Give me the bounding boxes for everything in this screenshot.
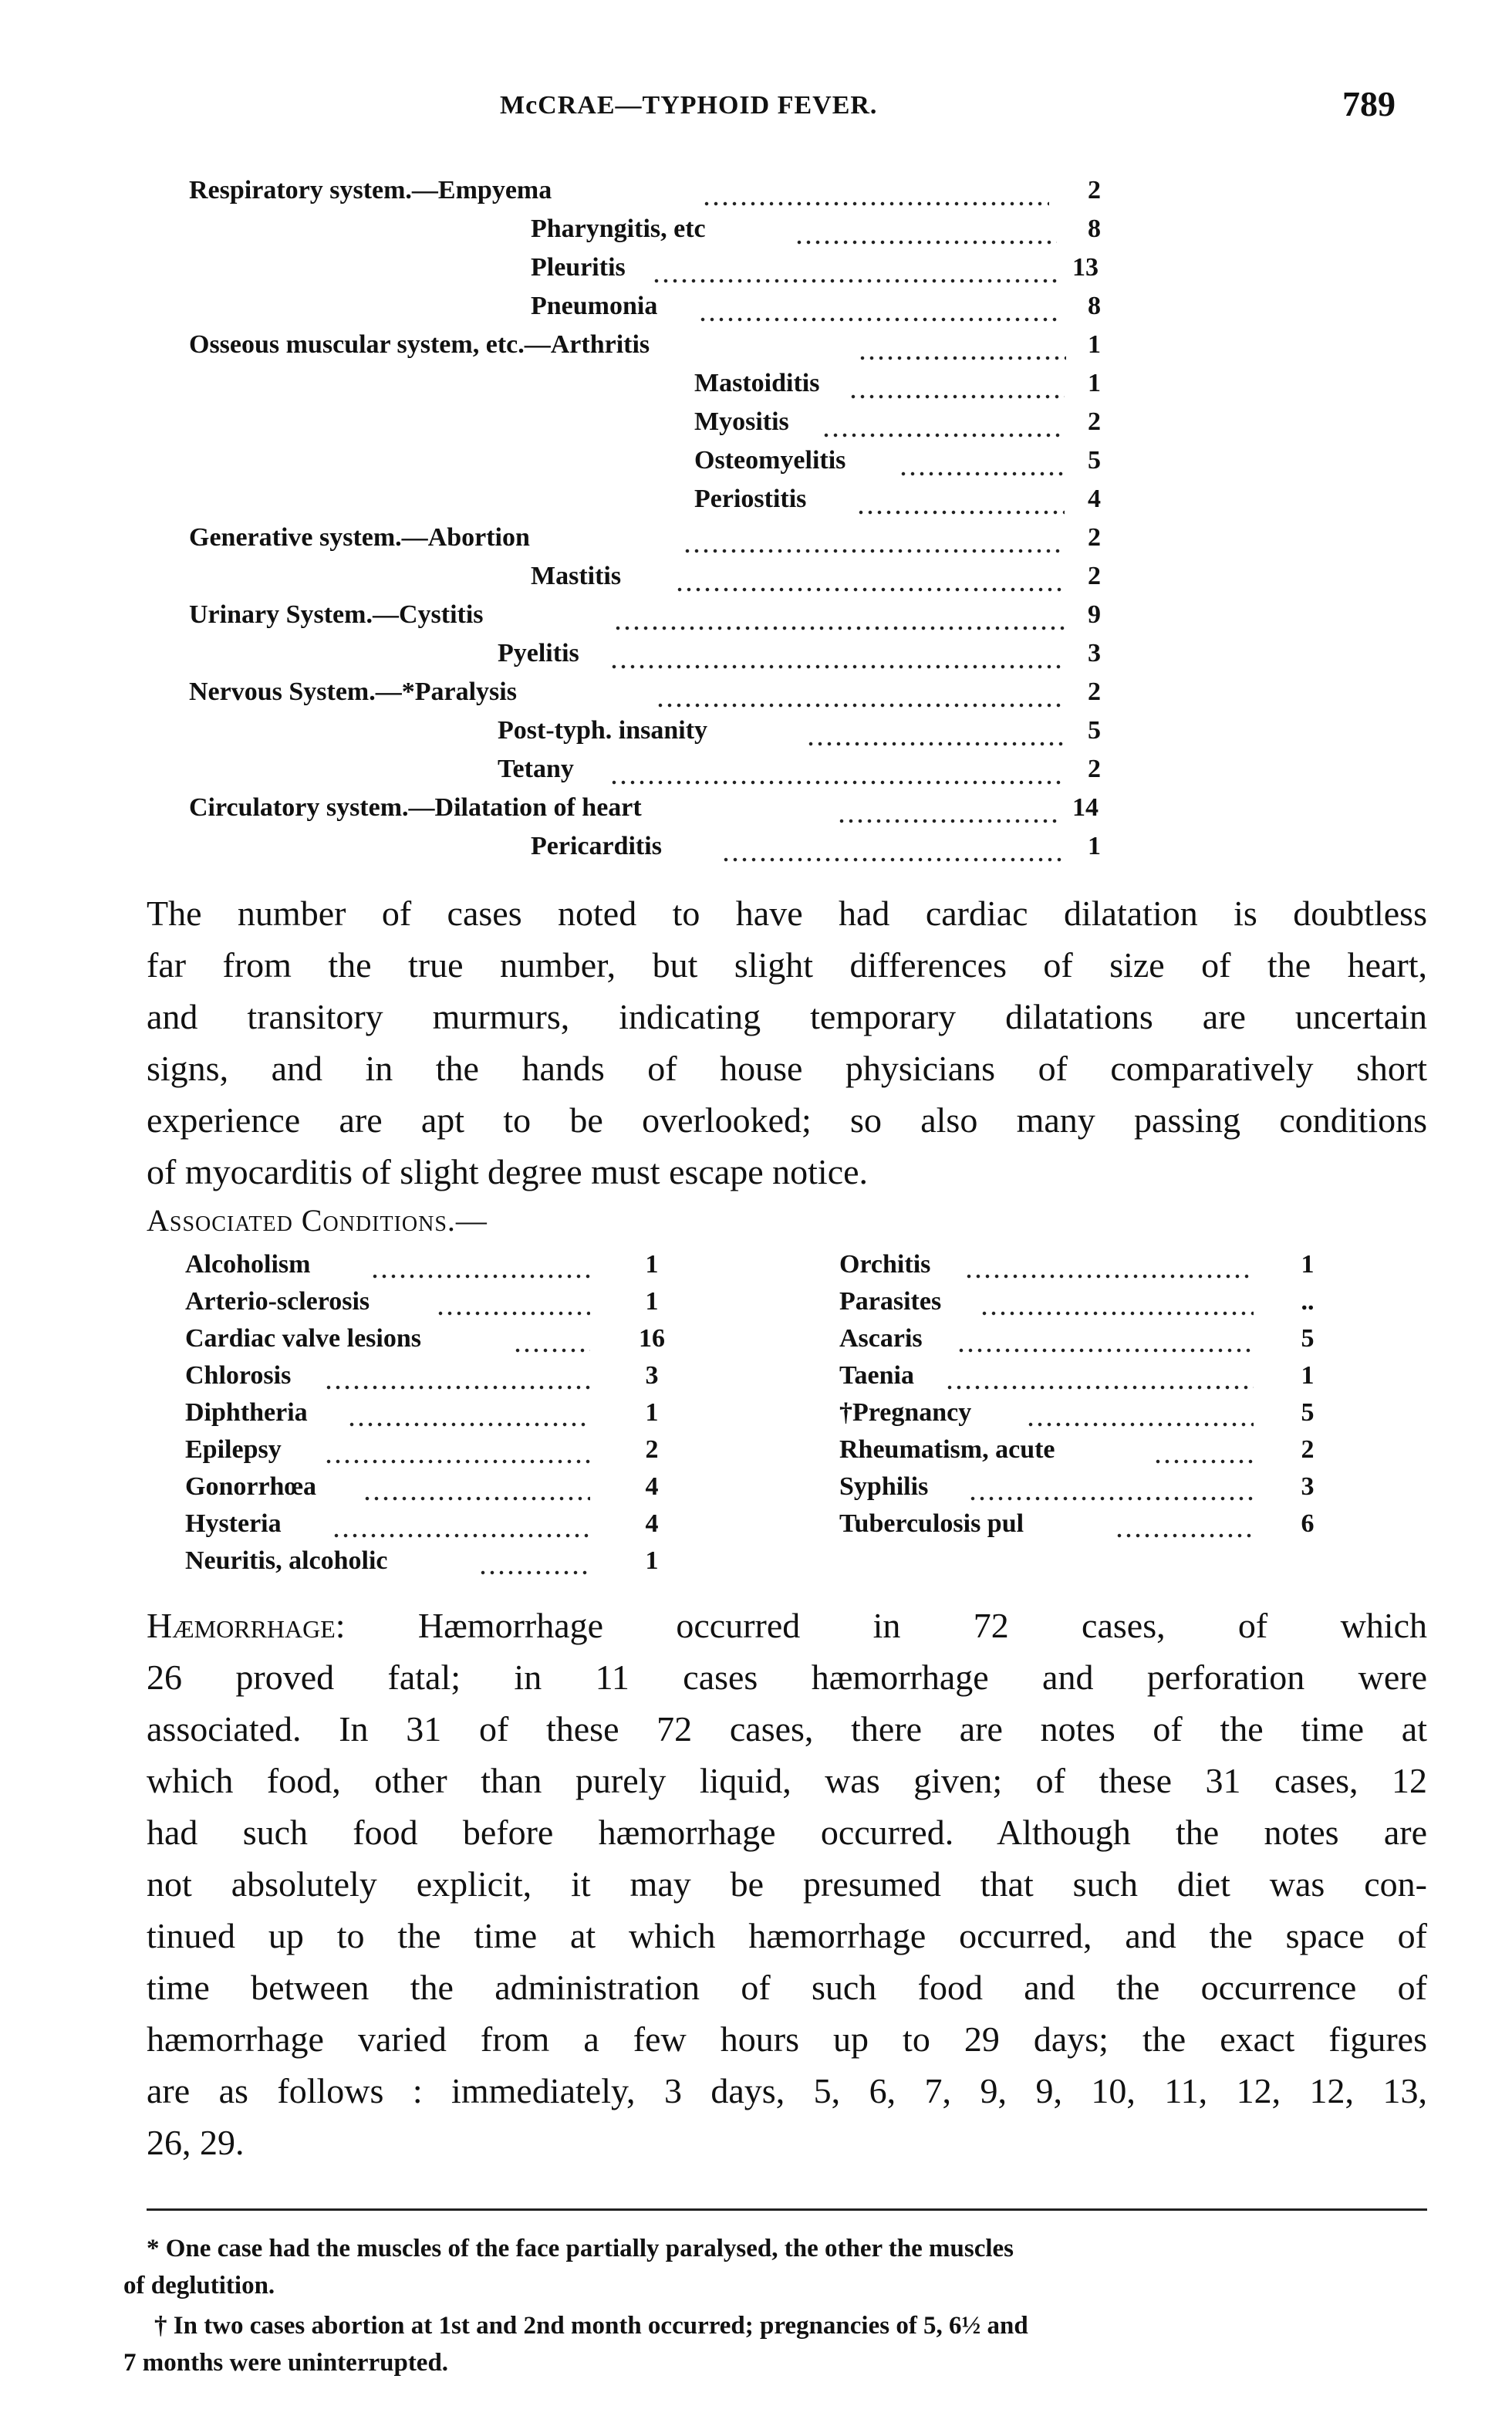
row-value: 2: [1088, 755, 1101, 783]
row-value: 2: [1088, 678, 1101, 706]
cardiac-dilatation-paragraph: [147, 887, 1427, 1198]
table-row: [0, 562, 1512, 600]
paragraph-line: of myocarditis of slight degree must escape notice.: [147, 1152, 869, 1191]
dot-leader: [609, 664, 1065, 669]
row-value: 2: [1088, 176, 1101, 204]
row-label: †Pregnancy: [839, 1398, 972, 1427]
dot-leader: [721, 857, 1065, 862]
row-value: 5: [1088, 716, 1101, 745]
row-value: 2: [645, 1435, 659, 1464]
table-row: [0, 1435, 1389, 1472]
row-value: 4: [645, 1509, 659, 1538]
row-value: 1: [645, 1398, 659, 1427]
table-row: [0, 253, 1512, 292]
row-label: Chlorosis: [185, 1361, 292, 1390]
paragraph-line: tinued up to the time at which hæmorrhage occurred, and the space of: [147, 1916, 1427, 1955]
row-value: 3: [1301, 1472, 1315, 1501]
row-value: 5: [1088, 446, 1101, 475]
row-label: Generative system.—Abortion: [189, 523, 530, 552]
footnote-rule: [147, 2208, 1427, 2211]
table-row: [0, 793, 1512, 832]
dot-leader: [1026, 1422, 1254, 1427]
dot-leader: [806, 742, 1065, 746]
row-label: Taenia: [839, 1361, 915, 1390]
table-row: [0, 1287, 1389, 1324]
dot-leader: [849, 394, 1065, 399]
footnote-line: * One case had the muscles of the face partially paralysed, the other the muscles: [147, 2235, 1014, 2262]
table-row: [0, 600, 1512, 639]
dot-leader: [656, 703, 1065, 708]
paragraph-line: and transitory murmurs, indicating temporary dilatations are uncertain: [147, 997, 1427, 1036]
dot-leader: [858, 356, 1066, 360]
row-label: Osseous muscular system, etc.—Arthritis: [189, 330, 650, 359]
row-label: Pleuritis: [531, 253, 626, 282]
row-value: 1: [1088, 330, 1101, 359]
paragraph-line: which food, other than purely liquid, was given; of these 31 cases, 12: [147, 1761, 1427, 1800]
row-value: 4: [645, 1472, 659, 1501]
row-label: Myositis: [694, 407, 789, 436]
footnote-line: † In two cases abortion at 1st and 2nd month occurred; pregnancies of 5, 6½ and: [154, 2312, 1028, 2340]
row-label: Syphilis: [839, 1472, 929, 1501]
row-value: 8: [1088, 292, 1101, 320]
row-value: 16: [639, 1324, 665, 1353]
row-value: 1: [645, 1546, 659, 1575]
paragraph-line: signs, and in the hands of house physicians of comparatively short: [147, 1049, 1427, 1088]
dot-leader: [957, 1348, 1254, 1353]
dot-leader: [702, 201, 1049, 206]
table-row: [0, 1472, 1389, 1509]
dot-leader: [609, 780, 1065, 785]
row-label: Mastitis: [531, 562, 622, 590]
row-label: Circulatory system.—Dilatation of heart: [189, 793, 642, 822]
row-label: Parasites: [839, 1287, 942, 1316]
row-value: 2: [1088, 407, 1101, 436]
row-value: 14: [1072, 793, 1099, 822]
paragraph-line: hæmorrhage varied from a few hours up to 29 days; the exact figures: [147, 2019, 1427, 2059]
row-label: Respiratory system.—Empyema: [189, 176, 552, 204]
row-value: 9: [1088, 600, 1101, 629]
table-row: [0, 755, 1512, 793]
paragraph-line: time between the administration of such food and the occurrence of: [147, 1968, 1427, 2007]
haemorrhage-heading: Hæmorrhage:: [147, 1606, 346, 1645]
row-label: Urinary System.—Cystitis: [189, 600, 484, 629]
footnote-pregnancy: [116, 2307, 1427, 2381]
row-label: Tetany: [498, 755, 574, 783]
row-value: 5: [1301, 1324, 1315, 1353]
dot-leader: [822, 433, 1065, 438]
table-row: [0, 330, 1512, 369]
table-row: [0, 639, 1512, 678]
table-row: [0, 832, 1512, 870]
row-label: Pyelitis: [498, 639, 579, 667]
table-row: [0, 485, 1512, 523]
dot-leader: [652, 279, 1057, 283]
running-head: McCRAE—TYPHOID FEVER.: [500, 91, 878, 120]
table-row: [0, 176, 1512, 215]
row-label: Alcoholism: [185, 1250, 311, 1279]
dot-leader: [613, 626, 1065, 630]
paragraph-line: associated. In 31 of these 72 cases, there are notes of the time at: [147, 1709, 1427, 1749]
row-value: 6: [1301, 1509, 1315, 1538]
row-label: Epilepsy: [185, 1435, 282, 1464]
row-label: Gonorrhœa: [185, 1472, 316, 1501]
row-label: Nervous System.—*Paralysis: [189, 678, 517, 706]
footnote-line: 7 months were uninterrupted.: [123, 2349, 449, 2377]
row-label: Neuritis, alcoholic: [185, 1546, 388, 1575]
dot-leader: [899, 471, 1065, 476]
dot-leader: [945, 1385, 1254, 1390]
dot-leader: [837, 819, 1057, 823]
footnote-line: of deglutition.: [123, 2272, 275, 2300]
dot-leader: [980, 1311, 1254, 1316]
row-value: 4: [1088, 485, 1101, 513]
paragraph-line: [147, 1600, 1427, 1651]
row-label: Osteomyelitis: [694, 446, 846, 475]
row-value: 13: [1072, 253, 1099, 282]
row-label: Cardiac valve lesions: [185, 1324, 421, 1353]
dot-leader: [968, 1496, 1254, 1501]
table-row: [0, 292, 1512, 330]
row-value: 1: [1301, 1250, 1315, 1279]
table-row: [0, 1509, 1389, 1546]
row-label: Hysteria: [185, 1509, 282, 1538]
paragraph-line: The number of cases noted to have had cardiac dilatation is doubtless: [147, 894, 1427, 933]
table-row: [0, 716, 1512, 755]
paragraph-line: 26 proved fatal; in 11 cases hæmorrhage and perforation were: [147, 1657, 1427, 1697]
row-label: Pneumonia: [531, 292, 658, 320]
dot-leader: [795, 240, 1057, 245]
table-row: [0, 407, 1512, 446]
dot-leader: [698, 317, 1057, 322]
table-row: [0, 523, 1512, 562]
associated-conditions-heading: Associated Conditions.—: [147, 1203, 488, 1238]
row-value: 3: [1088, 639, 1101, 667]
row-value: 8: [1088, 215, 1101, 243]
dot-leader: [683, 549, 1065, 553]
paragraph-line: had such food before hæmorrhage occurred. Although the notes are: [147, 1813, 1427, 1852]
row-label: Tuberculosis pul: [839, 1509, 1024, 1538]
paragraph-line: experience are apt to be overlooked; so also many passing conditions: [147, 1100, 1427, 1140]
table-row: [0, 678, 1512, 716]
row-value: 2: [1088, 562, 1101, 590]
row-label: Diphtheria: [185, 1398, 308, 1427]
table-row: [0, 446, 1512, 485]
table-row: [0, 215, 1512, 253]
row-value: 3: [645, 1361, 659, 1390]
dot-leader: [1153, 1459, 1254, 1464]
row-label: Post-typh. insanity: [498, 716, 708, 745]
page-number: 789: [1342, 84, 1396, 123]
row-value: 1: [1088, 369, 1101, 397]
row-value: 1: [1088, 832, 1101, 860]
table-row: [0, 369, 1512, 407]
row-label: Mastoiditis: [694, 369, 820, 397]
table-row: [0, 1250, 1389, 1287]
dot-leader: [856, 510, 1065, 515]
row-value: 1: [1301, 1361, 1315, 1390]
paragraph-line: not absolutely explicit, it may be presumed that such diet was con-: [147, 1864, 1427, 1904]
dot-leader: [675, 587, 1065, 592]
row-label: Periostitis: [694, 485, 807, 513]
row-value: 2: [1088, 523, 1101, 552]
table-row: [0, 1546, 694, 1583]
paragraph-line: are as follows : immediately, 3 days, 5, 6, 7, 9, 9, 10, 11, 12, 12, 13,: [147, 2071, 1427, 2110]
haemorrhage-paragraph: [147, 1600, 1427, 2168]
dot-leader: [478, 1570, 590, 1575]
table-row: [0, 1361, 1389, 1398]
row-label: Pharyngitis, etc: [531, 215, 706, 243]
row-label: Arterio-sclerosis: [185, 1287, 370, 1316]
row-label: Orchitis: [839, 1250, 931, 1279]
dot-leader: [1115, 1533, 1254, 1538]
row-label: Rheumatism, acute: [839, 1435, 1055, 1464]
paragraph-line: far from the true number, but slight differences of size of the heart,: [147, 945, 1427, 985]
paragraph-line-text: Hæmorrhage occurred in 72 cases, of which: [345, 1606, 1427, 1645]
row-value: 2: [1301, 1435, 1315, 1464]
row-label: Ascaris: [839, 1324, 923, 1353]
row-value: ..: [1301, 1287, 1315, 1316]
dot-leader: [964, 1274, 1254, 1279]
row-value: 5: [1301, 1398, 1315, 1427]
row-value: 1: [645, 1287, 659, 1316]
footnote-paralysis: [116, 2230, 1427, 2304]
paragraph-line: 26, 29.: [147, 2123, 245, 2162]
row-label: Pericarditis: [531, 832, 662, 860]
table-row: [0, 1398, 1389, 1435]
table-row: [0, 1324, 1389, 1361]
row-value: 1: [645, 1250, 659, 1279]
